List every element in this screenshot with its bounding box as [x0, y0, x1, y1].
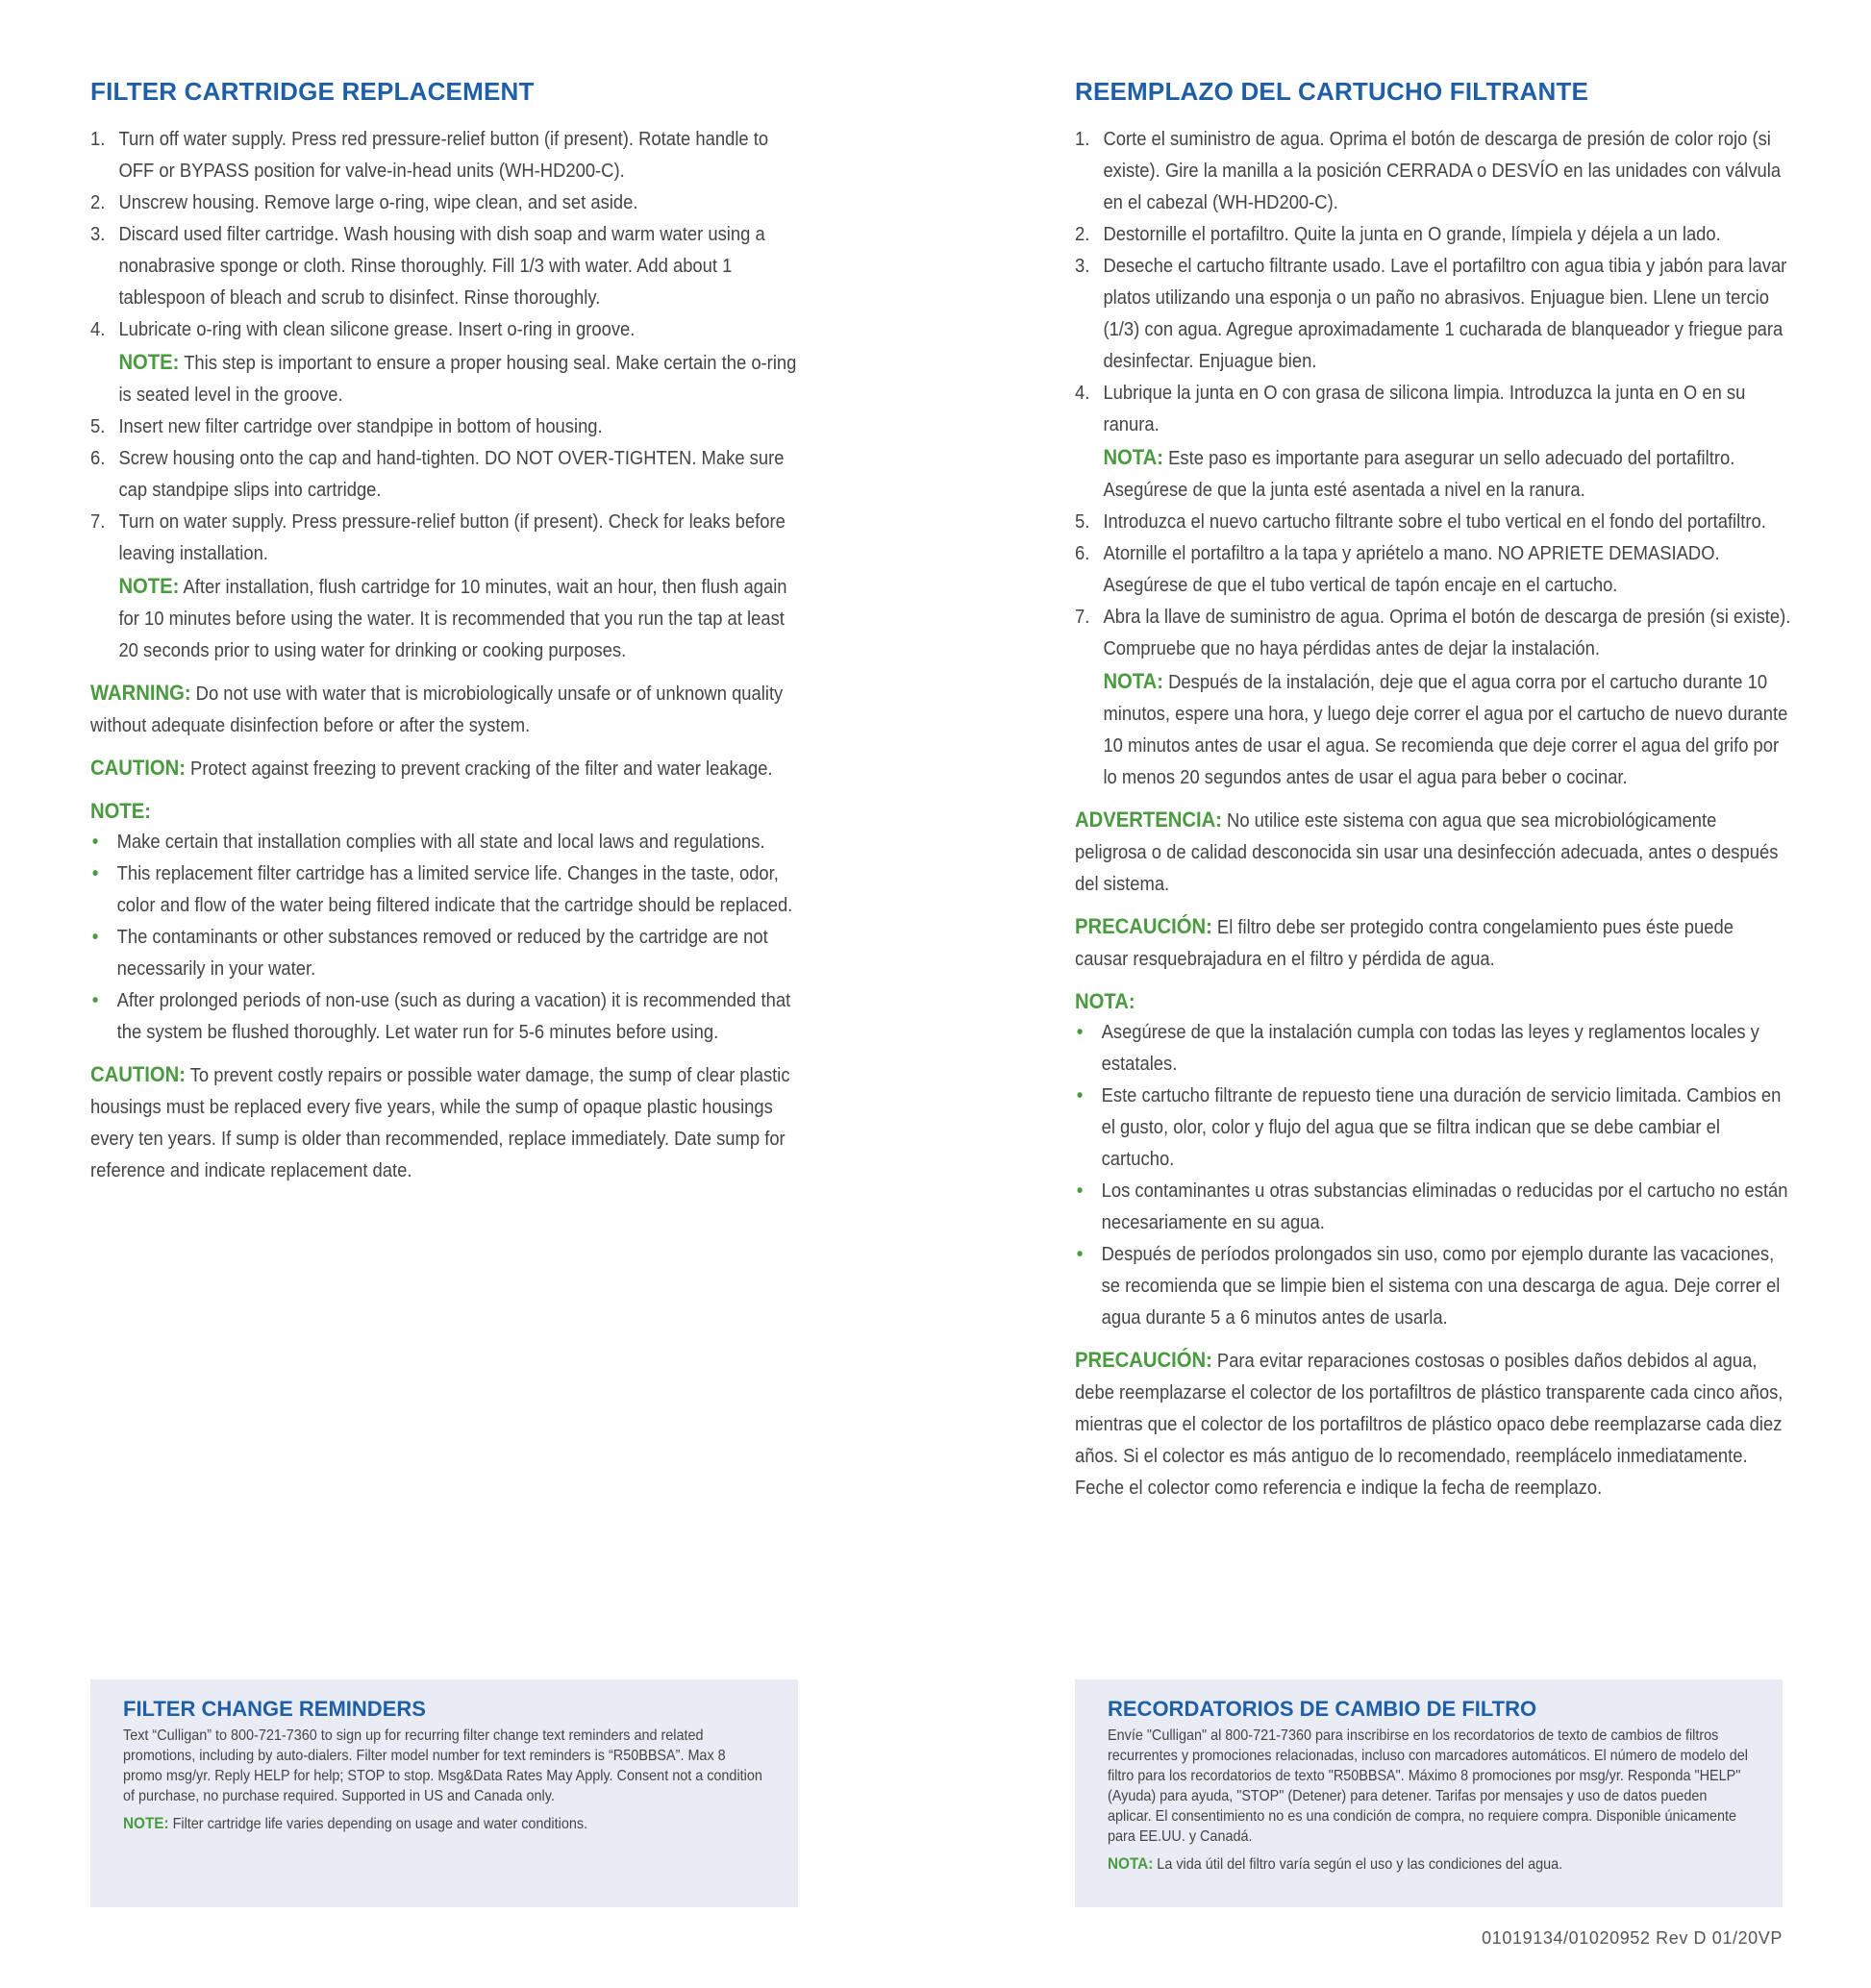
instructions-body — [90, 124, 807, 1187]
list-item: • The contaminants or other substances removed or reduced by the cartridge are not necessarily in your water. — [90, 922, 807, 985]
spanish-column — [1075, 77, 1791, 1504]
list-item: 5. Introduzca el nuevo cartucho filtrante sobre el tubo vertical en el fondo del portafiltro. — [1075, 511, 1766, 533]
box-paragraph: Text “Culligan” to 800-721-7360 to sign up for recurring filter change text reminders and related promotions, including by auto-dialers. Filter model number for text reminders is “R50BBSA”. Max 8 promo msg/yr. Reply HELP for help; STOP to stop. Msg&Data Rates May Apply. Consent not a condition of purchase, no purchase required. Supported in US and Canada only. — [123, 1727, 762, 1804]
list-item: • Make certain that installation complies with all state and local laws and regulations. — [90, 827, 807, 858]
bullet-icon: • — [91, 863, 99, 884]
step-note: NOTE: This step is important to ensure a proper housing seal. Make certain the o-ring is seated level in the groove. — [118, 350, 797, 406]
section-title: FILTER CARTRIDGE REPLACEMENT — [90, 77, 535, 106]
caution-paragraph: PRECAUCIÓN: El filtro debe ser protegido contra congelamiento pues éste puede causar resquebrajadura en el filtro y pérdida de agua. — [1075, 914, 1734, 970]
list-item: 2. Unscrew housing. Remove large o-ring, wipe clean, and set aside. — [90, 192, 638, 213]
list-item: • Después de períodos prolongados sin uso, como por ejemplo durante las vacaciones, se recomienda que se limpie bien el sistema con una descarga de agua. Deje correr el agua durante 5 a 6 minutos antes de usarla. — [1075, 1239, 1791, 1334]
instructions-body — [1075, 124, 1791, 1504]
list-item: 6. Atornille el portafiltro a la tapa y apriételo a mano. NO APRIETE DEMASIADO. Asegúrese de que el tubo vertical de tapón encaje en el cartucho. — [1075, 543, 1720, 596]
steps-list — [90, 124, 807, 667]
list-item: 4. Lubrique la junta en O con grasa de silicona limpia. Introduzca la junta en O en su ranura. NOTA: Este paso es importante para asegurar un sello adecuado del portafiltro. Asegúrese de que la junta esté asentada a nivel en la ranura. — [1075, 378, 1791, 507]
box-title: FILTER CHANGE REMINDERS — [123, 1697, 426, 1721]
note-heading: NOTE: — [90, 799, 151, 823]
list-item: 3. Discard used filter cartridge. Wash housing with dish soap and warm water using a nonabrasive sponge or cloth. Rinse thoroughly. Fill 1/3 with water. Add about 1 tablespoon of bleach and scrub to disinfect. Rinse thoroughly. — [90, 224, 765, 309]
list-item: 4. Lubricate o-ring with clean silicone grease. Insert o-ring in groove. NOTE: This step is important to ensure a proper housing seal. Make certain the o-ring is seated level in the groove. — [90, 314, 807, 411]
section-title: REEMPLAZO DEL CARTUCHO FILTRANTE — [1075, 77, 1589, 106]
box-body — [123, 1726, 764, 1834]
caution-paragraph: PRECAUCIÓN: Para evitar reparaciones costosas o posibles daños debidos al agua, debe reemplazarse el colector de los portafiltros de plástico transparente cada cinco años, mientras que el colector de los portafiltros de plástico opaco debe reemplazarse cada diez años. Si el colector es más antiguo de lo recomendado, reemplácelo inmediatamente. Feche el colector como referencia e indique la fecha de reemplazo. — [1075, 1348, 1784, 1499]
bullet-icon: • — [1076, 1180, 1084, 1202]
list-item: • Los contaminantes u otras substancias eliminadas o reducidas por el cartucho no están necesariamente en su agua. — [1075, 1176, 1791, 1239]
list-item: 7. Turn on water supply. Press pressure-relief button (if present). Check for leaks before leaving installation. NOTE: After installation, flush cartridge for 10 minutes, wait an hour, then flush again for 10 minutes before using the water. It is recommended that you run the tap at least 20 seconds prior to using water for drinking or cooking purposes. — [90, 507, 807, 667]
box-body — [1108, 1726, 1749, 1875]
step-note: NOTA: Este paso es importante para asegurar un sello adecuado del portafiltro. Asegúrese de que la junta esté asentada a nivel en la ranura. — [1103, 445, 1735, 501]
bullet-icon: • — [91, 832, 99, 853]
step-note: NOTA: Después de la instalación, deje que el agua corra por el cartucho durante 10 minutos, espere una hora, y luego deje correr el agua por el cartucho de nuevo durante 10 minutos antes de usar el agua. Se recomienda que deje correr el agua del grifo por lo menos 20 segundos antes de usar el agua para beber o cocinar. — [1103, 669, 1788, 788]
list-item: • Este cartucho filtrante de repuesto tiene una duración de servicio limitada. Cambios en el gusto, olor, color y flujo del agua que se filtra indican que se debe cambiar el cartucho. — [1075, 1081, 1791, 1176]
bullet-icon: • — [1076, 1022, 1084, 1043]
list-item: 6. Screw housing onto the cap and hand-tighten. DO NOT OVER-TIGHTEN. Make sure cap standpipe slips into cartridge. — [90, 448, 785, 501]
filter-reminders-box — [1075, 1679, 1783, 1907]
filter-reminders-box — [90, 1679, 798, 1907]
list-item: 2. Destornille el portafiltro. Quite la junta en O grande, límpiela y déjela a un lado. — [1075, 224, 1721, 245]
list-item: 7. Abra la llave de suministro de agua. Oprima el botón de descarga de presión (si existe). Compruebe que no haya pérdidas antes de dejar la instalación. NOTA: Después de la instalación, deje que el agua corra por el cartucho durante 10 minutos, espere una hora, y luego deje correr el agua por el cartucho de nuevo durante 10 minutos antes de usar el agua. Se recomienda que deje correr el agua del grifo por lo menos 20 segundos antes de usar el agua para beber o cocinar. — [1075, 602, 1791, 794]
list-item: 3. Deseche el cartucho filtrante usado. Lave el portafiltro con agua tibia y jabón para lavar platos utilizando una esponja o un paño no abrasivos. Enjuague bien. Llene un tercio (1/3) con agua. Agregue aproximadamente 1 cucharada de blanqueador y friegue para desinfectar. Enjuague bien. — [1075, 256, 1787, 372]
list-item: • After prolonged periods of non-use (such as during a vacation) it is recommended that the system be flushed thoroughly. Let water run for 5-6 minutes before using. — [90, 985, 807, 1049]
document-code: 01019134/01020952 Rev D 01/20VP — [1482, 1928, 1783, 1948]
list-item: 1. Turn off water supply. Press red pressure-relief button (if present). Rotate handle to OFF or BYPASS position for valve-in-head units (WH-HD200-C). — [90, 129, 769, 182]
list-item: 1. Corte el suministro de agua. Oprima el botón de descarga de presión de color rojo (si existe). Gire la manilla a la posición CERRADA o DESVÍO en las unidades con válvula en el cabezal (WH-HD200-C). — [1075, 129, 1782, 213]
list-item: 5. Insert new filter cartridge over standpipe in bottom of housing. — [90, 416, 603, 437]
box-paragraph: Envíe "Culligan" al 800-721-7360 para inscribirse en los recordatorios de texto de cambios de filtros recurrentes y promociones relacionadas, incluso con marcadores automáticos. El número de modelo del filtro para los recordatorios de texto "R50BBSA". Máximo 8 promociones por msg/yr. Responda "HELP" (Ayuda) para ayuda, "STOP" (Detener) para detener. Tarifas por mensajes y uso de datos pueden aplicar. El consentimiento no es una condición de compra, no requiere compra. Disponible únicamente para EE.UU. y Canadá. — [1108, 1727, 1748, 1845]
english-column — [90, 77, 807, 1187]
box-title: RECORDATORIOS DE CAMBIO DE FILTRO — [1108, 1697, 1537, 1721]
warning-paragraph: WARNING: Do not use with water that is microbiologically unsafe or of unknown quality without adequate disinfection before or after the system. — [90, 681, 784, 736]
note-heading: NOTA: — [1075, 989, 1135, 1013]
notes-list — [90, 827, 807, 1049]
bullet-icon: • — [91, 927, 99, 948]
step-note: NOTE: After installation, flush cartridge for 10 minutes, wait an hour, then flush again for 10 minutes before using the water. It is recommended that you run the tap at least 20 seconds prior to using water for drinking or cooking purposes. — [118, 574, 787, 661]
list-item: • Asegúrese de que la instalación cumpla con todas las leyes y reglamentos locales y estatales. — [1075, 1017, 1791, 1081]
box-note: NOTA: La vida útil del filtro varía según el uso y las condiciones del agua. — [1108, 1854, 1563, 1873]
caution-paragraph: CAUTION: Protect against freezing to prevent cracking of the filter and water leakage. — [90, 756, 773, 780]
steps-list — [1075, 124, 1791, 794]
list-item: • This replacement filter cartridge has a limited service life. Changes in the taste, odor, color and flow of the water being filtered indicate that the cartridge should be replaced. — [90, 858, 807, 922]
bullet-icon: • — [1076, 1244, 1084, 1265]
notes-list — [1075, 1017, 1791, 1334]
box-note: NOTE: Filter cartridge life varies depending on usage and water conditions. — [123, 1814, 588, 1832]
warning-paragraph: ADVERTENCIA: No utilice este sistema con agua que sea microbiológicamente peligrosa o de calidad desconocida sin usar una desinfección adecuada, antes o después del sistema. — [1075, 808, 1779, 895]
caution-paragraph: CAUTION: To prevent costly repairs or possible water damage, the sump of clear plastic housings must be replaced every five years, while the sump of opaque plastic housings every ten years. If sump is older than recommended, replace immediately. Date sump for reference and indicate replacement date. — [90, 1062, 790, 1181]
bullet-icon: • — [91, 990, 99, 1011]
bullet-icon: • — [1076, 1085, 1084, 1106]
